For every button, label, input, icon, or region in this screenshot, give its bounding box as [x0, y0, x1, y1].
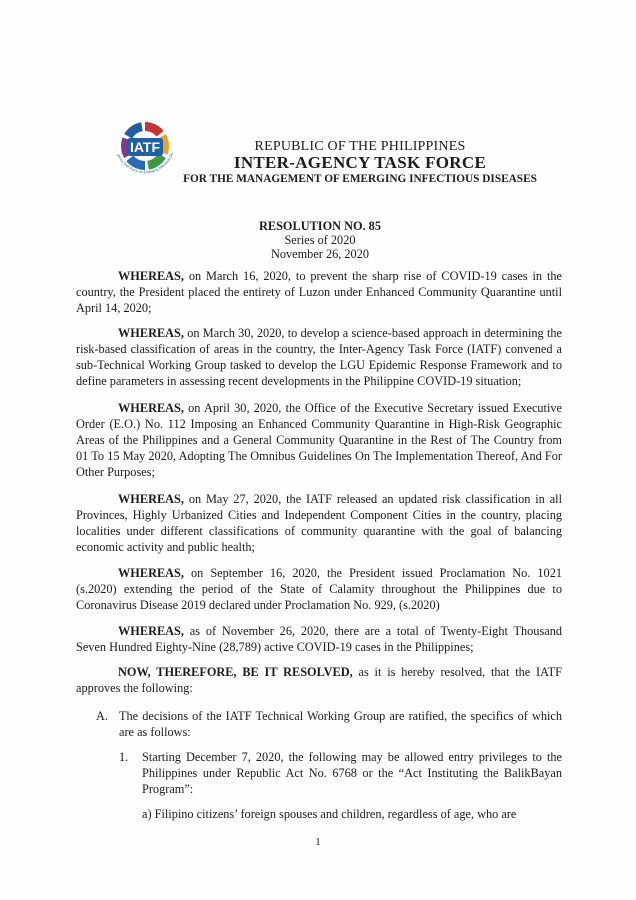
item-1-text: Starting December 7, 2020, the following may be allowed entry privileges to the Philippines under Republic Act No. 6768 or the “Act Instituting the BalikBayan Program”:: [142, 750, 562, 797]
resolution-series: Series of 2020: [284, 233, 356, 247]
whereas-paragraph-1: WHEREAS, on March 16, 2020, to prevent the sharp rise of COVID-19 cases in the country, the President placed the entirety of Luzon under Enhanced Community Quarantine until April 14, 2020;: [76, 269, 562, 316]
item-a-label: A.: [96, 709, 108, 723]
logo-ring-text: gency Task Force on Emerging Infectious Dis: [116, 152, 175, 175]
item-1: [119, 749, 562, 797]
page-number: 1: [315, 836, 321, 848]
whereas-paragraph-4: WHEREAS, on May 27, 2020, the IATF released an updated risk classification in all Provinces, Highly Urbanized Cities and Independent Component Cities in the country, placing localities under different classifications of community quarantine with the goal of balancing economic activity and public health;: [76, 492, 562, 555]
header-subtitle: FOR THE MANAGEMENT OF EMERGING INFECTIOUS DISEASES: [183, 173, 537, 185]
whereas-paragraph-6: WHEREAS, as of November 26, 2020, there are a total of Twenty-Eight Thousand Seven Hundred Eighty-Nine (28,789) active COVID-19 cases in the Philippines;: [76, 624, 562, 655]
logo-petal: [145, 122, 164, 137]
resolution-date: November 26, 2020: [270, 247, 369, 261]
header-republic: REPUBLIC OF THE PHILIPPINES: [254, 139, 466, 154]
logo-petal: [124, 122, 142, 138]
item-1a: a) Filipino citizens’ foreign spouses and children, regardless of age, who are: [142, 807, 517, 821]
iatf-logo: [105, 108, 185, 188]
item-a-text: The decisions of the IATF Technical Working Group are ratified, the specifics of which are as follows:: [119, 709, 562, 740]
whereas-paragraph-3: WHEREAS, on April 30, 2020, the Office of the Executive Secretary issued Executive Order (E.O.) No. 112 Imposing an Enhanced Community Quarantine in High-Risk Geographic Areas of the Philippines and a General Community Quarantine in the Rest of The Country from 01 To 15 May 2020, Adopting The Omnibus Guidelines On The Implementation Thereof, And For Other Purposes;: [76, 401, 562, 480]
resolution-number: RESOLUTION NO. 85: [259, 219, 381, 233]
item-1-label: 1.: [119, 750, 129, 764]
whereas-paragraph-2: WHEREAS, on March 30, 2020, to develop a science-based approach in determining the risk-based classification of areas in the country, the Inter-Agency Task Force (IATF) convened a sub-Technical Working Group tasked to develop the LGU Epidemic Response Framework and to define parameters in assessing recent developments in the Philippine COVID-19 situation;: [76, 326, 562, 389]
logo-text: IATF: [129, 139, 161, 155]
header-agency: INTER-AGENCY TASK FORCE: [233, 153, 487, 172]
item-a: [96, 708, 562, 740]
resolved-paragraph: NOW, THEREFORE, BE IT RESOLVED, as it is hereby resolved, that the IATF approves the following:: [76, 665, 562, 696]
whereas-paragraph-5: WHEREAS, on September 16, 2020, the President issued Proclamation No. 1021 (s.2020) extending the period of the State of Calamity throughout the Philippines due to Coronavirus Disease 2019 declared under Proclamation No. 929, (s.2020): [76, 566, 562, 613]
